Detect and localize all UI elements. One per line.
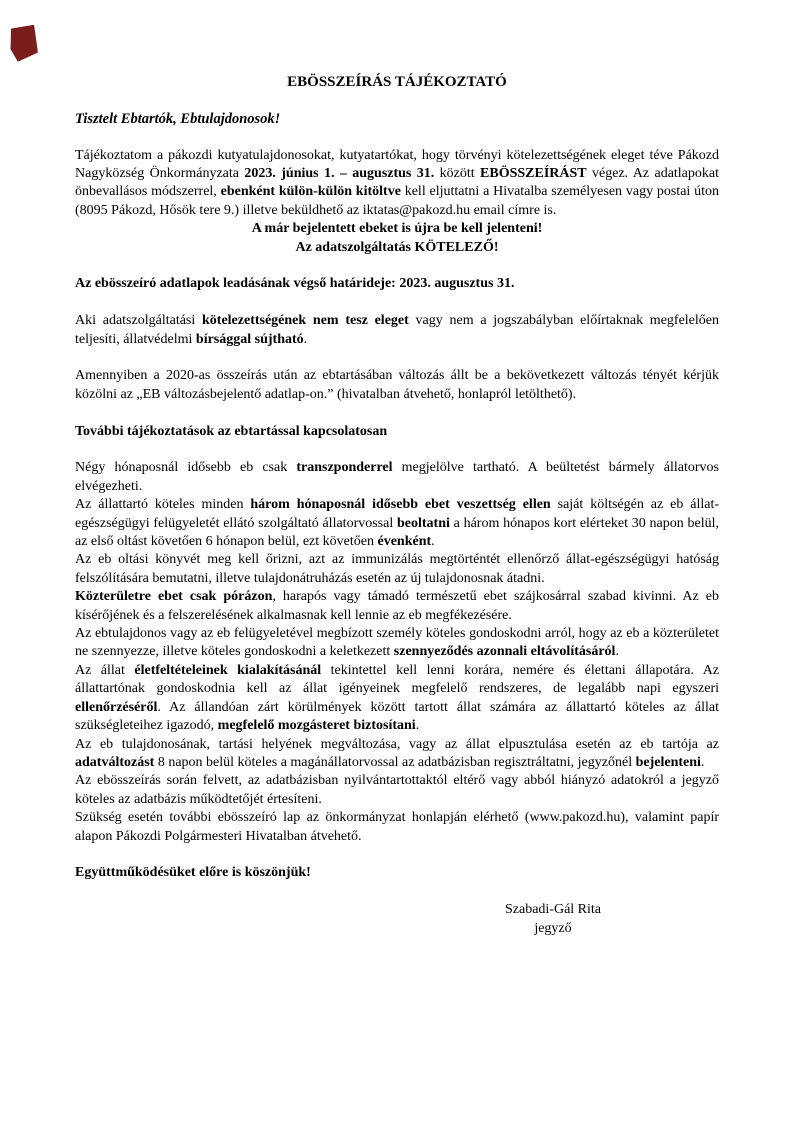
- info-paragraph-cleanup: Az ebtulajdonos vagy az eb felügyeletével megbízott személy köteles gondoskodni arról, hogy az eb a közterületet ne szennyezze, illetve köteles gondoskodni a keletkezett szennyeződés azonnali eltávolításáról.: [75, 626, 719, 660]
- notice-line-reregister: A már bejelentett ebeket is újra be kell jelenteni!: [251, 221, 543, 237]
- signature-name: Szabadi-Gál Rita: [504, 902, 602, 918]
- info-paragraph-living-conditions: Az állat életfeltételeinek kialakításánál tekintettel kell lenni korára, nemére és élettani állapotára. Az állattartónak gondoskodnia kell az állat igényeinek megfelelő rendszeres, de legalább napi egyszeri ellenőrzéséről. Az állandóan zárt körülmények között tartott állat számára az állattartó köteles az állat szükségleteihez igazodó, megfelelő mozgásteret biztosítani.: [75, 662, 720, 734]
- info-paragraph-form-availability: Szükség esetén további ebösszeíró lap az önkormányzat honlapján elérhető (www.pakozd.hu), valamint papír alapon Pákozdi Polgármesteri Hivatalban átvehető.: [75, 810, 719, 844]
- info-paragraph-transponder: Négy hónaposnál idősebb eb csak transzponderrel megjelölve tartható. A beültetést bármely állatorvos elvégezheti.: [75, 460, 720, 494]
- closing-line: Együttműködésüket előre is köszönjük!: [75, 865, 311, 881]
- document-body: [75, 73, 719, 938]
- notice-line-mandatory: Az adatszolgáltatás KÖTELEZŐ!: [295, 239, 499, 255]
- info-paragraph-data-change: Az eb tulajdonosának, tartási helyének megváltozása, vagy az állat elpusztulása esetén az eb tartója az adatváltozást 8 napon belül köteles a magánállatorvossal az adatbázisban regisztráltatni, jegyzőnél bejelenteni.: [75, 736, 719, 770]
- change-notice-paragraph: Amennyiben a 2020-as összeírás után az ebtartásában változás állt be a bekövetkezett változás tényét kérjük közölni az „EB változásbejelentő adatlap-on.” (hivatalban átvehető, honlapról letölthető).: [75, 368, 719, 402]
- info-paragraph-vaccination: Az állattartó köteles minden három hónaposnál idősebb ebet veszettség ellen saját költségén az eb állat-egészségügyi felügyeletét ellátó szolgáltató állatorvossal beoltatni a három hónapos kort elérteket 30 napon belül, az első oltást követően 6 hónapon belül, ezt követően évenként.: [75, 497, 719, 550]
- penalty-paragraph: Aki adatszolgáltatási kötelezettségének nem tesz eleget vagy nem a jogszabályban előírtaknak megfelelően teljesíti, állatvédelmi bírsággal sújtható.: [75, 313, 719, 347]
- red-corner-mark: [8, 25, 39, 63]
- info-paragraph-leash: Közterületre ebet csak pórázon, harapós vagy támadó természetű ebet szájkosárral szabad kivinni. Az eb kísérőjének és a felszerelésének alkalmasnak kell lennie az eb megfékezésére.: [75, 589, 719, 623]
- section-heading: További tájékoztatások az ebtartással kapcsolatosan: [75, 423, 388, 439]
- intro-paragraph: Tájékoztatom a pákozdi kutyatulajdonosokat, kutyatartókat, hogy törvényi kötelezettségének eleget téve Pákozd Nagyközség Önkormányzata 2023. június 1. – augusztus 31. között EBÖSSZEÍRÁST végez. Az adatlapokat önbevallásos módszerrel, ebenként külön-külön kitöltve kell eljuttatni a Hivatalba személyesen vagy postai úton (8095 Pákozd, Hősök tere 9.) illetve beküldhető az iktatas@pakozd.hu email címre is.: [75, 147, 719, 218]
- deadline-line: Az ebösszeíró adatlapok leadásának végső határideje: 2023. augusztus 31.: [75, 276, 515, 292]
- info-paragraph-registry-notify: Az ebösszeírás során felvett, az adatbázisban nyilvántartottaktól eltérő vagy abból hiányzó adatokról a jegyző köteles az adatbázis működtetőjét értesíteni.: [75, 773, 719, 807]
- info-paragraph-vaccination-book: Az eb oltási könyvét meg kell őrizni, azt az immunizálás megtörténtét ellenőrző állat-egészségügyi hatóság felszólítására bemutatni, illetve tulajdonátruházás esetén az új tulajdonosnak átadni.: [75, 552, 719, 586]
- signature-block: [433, 901, 673, 938]
- signature-role: jegyző: [534, 920, 572, 936]
- salutation: Tisztelt Ebtartók, Ebtulajdonosok!: [75, 110, 281, 127]
- document-title: EBÖSSZEÍRÁS TÁJÉKOZTATÓ: [287, 74, 507, 90]
